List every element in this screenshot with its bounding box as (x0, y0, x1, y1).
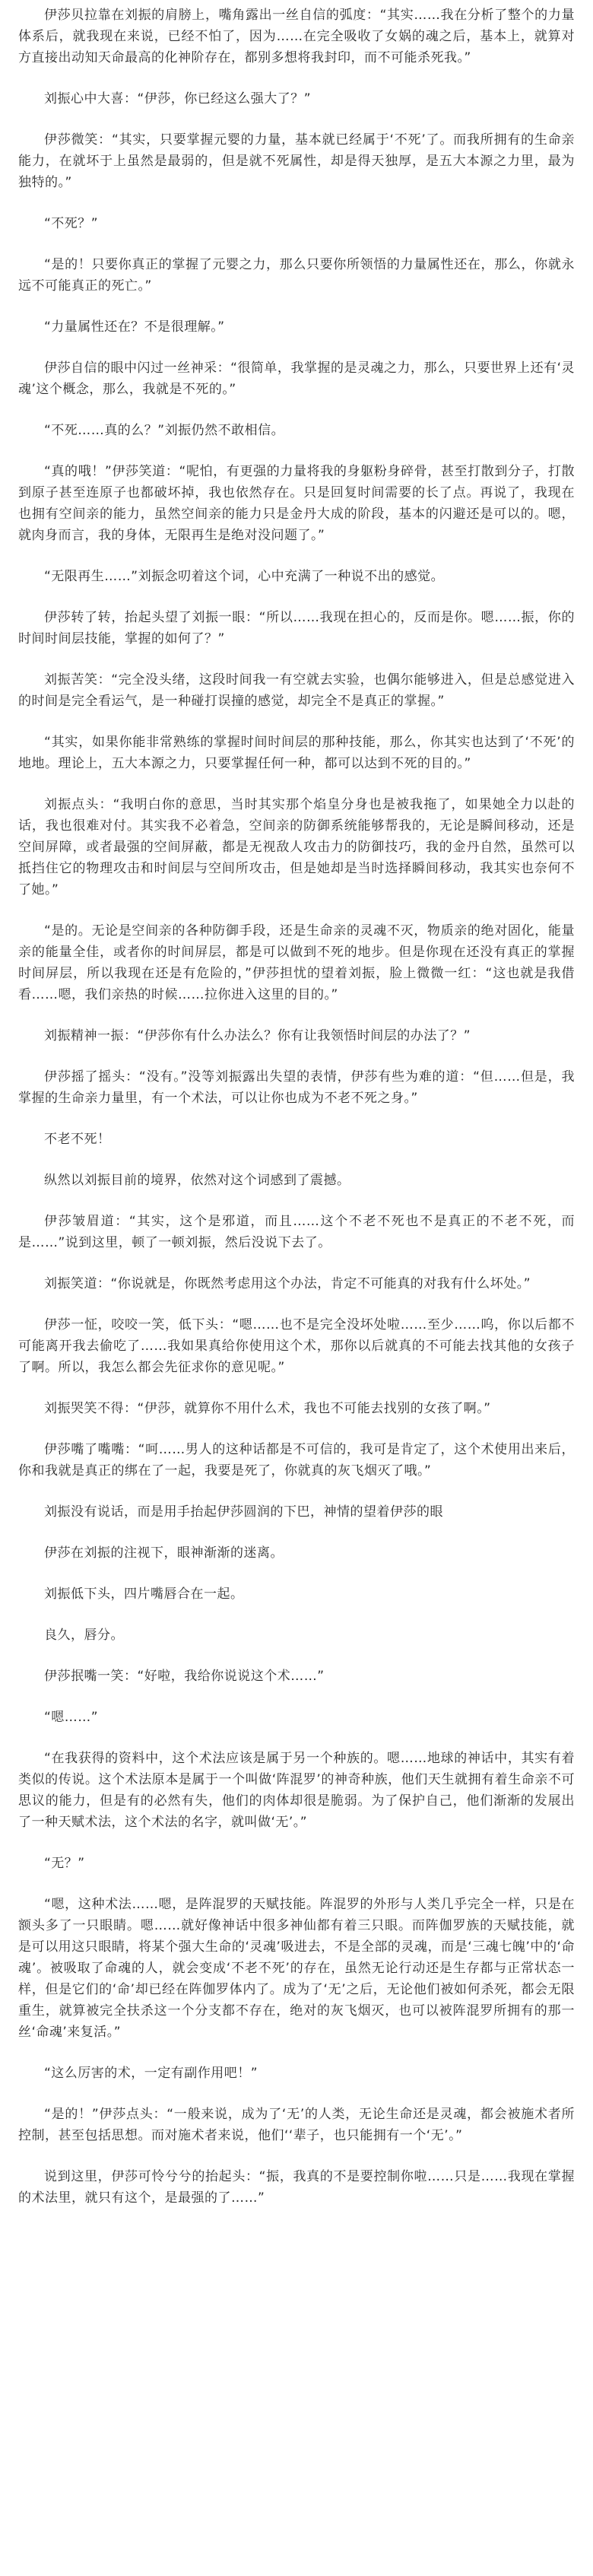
paragraph: 伊莎自信的眼中闪过一丝神采：“很简单，我掌握的是灵魂之力，那么，只要世界上还有‘灵魂’这个概念，那么，我就是不死的。” (18, 361, 575, 397)
paragraph: 不老不死！ (44, 1132, 111, 1147)
paragraph: “其实，如果你能非常熟练的掌握时间时间层的那种技能，那么，你其实也达到了‘不死’的地地。理论上，五大本源之力，只要掌握任何一种，都可以达到不死的目的。” (18, 735, 575, 771)
paragraph: 纵然以刘振目前的境界，依然对这个词感到了震撼。 (44, 1173, 350, 1188)
paragraph: “真的哦！”伊莎笑道：“呢怕，有更强的力量将我的身躯粉身碎骨，甚至打散到分子，打散到原子甚至连原子也都破坏掉，我也依然存在。只是回复时间需要的长了点。再说了，我现在也拥有空间亲的能力，虽然空间亲的能力只是金丹大成的阶段，基本的闪避还是可以的。嗯，就肉身而言，我的身体，无限再生是绝对没问题了。” (18, 464, 575, 543)
paragraph: 刘振笑道：“你说就是，你既然考虑用这个办法，肯定不可能真的对我有什么坏处。” (44, 1276, 531, 1291)
paragraph: 伊莎贝拉靠在刘振的肩膀上，嘴角露出一丝自信的弧度：“其实……我在分析了整个的力量体系后，就我现在来说，已经不怕了，因为……在完全吸收了女娲的魂之后，基本上，就算对方直接出动知天命最高的化神阶存在，都别多想将我封印，而不可能杀死我。” (18, 8, 575, 65)
paragraph: “是的。无论是空间亲的各种防御手段，还是生命亲的灵魂不灭，物质亲的绝对固化，能量亲的能量全佳，或者你的时间屏层，都是可以做到不死的地步。但是你现在还没有真正的掌握时间屏层，所以我现在还是有危险的，”伊莎担忧的望着刘振，脸上微微一红：“这也就是我借看……嗯，我们亲热的时候……拉你进入这里的目的。” (18, 923, 575, 1002)
paragraph: 刘振心中大喜：“伊莎，你已经这么强大了？” (44, 91, 312, 106)
paragraph: 刘振精神一振：“伊莎你有什么办法么？你有让我领悟时间层的办法了？” (44, 1028, 471, 1043)
paragraph: 伊莎摇了摇头：“没有。”没等刘振露出失望的表情，伊莎有些为难的道：“但……但是，我掌握的生命亲力量里，有一个术法，可以让你也成为不老不死之身。” (18, 1069, 575, 1106)
paragraph: 刘振哭笑不得：“伊莎，就算你不用什么术，我也不可能去找别的女孩了啊。” (44, 1401, 491, 1416)
paragraph: 刘振点头：“我明白你的意思，当时其实那个焰皇分身也是被我拖了，如果她全力以赴的话，我也很难对付。其实我不必着急，空间亲的防御系统能够帮我的，无论是瞬间移动，还是空间屏障，或者最强的空间屏蔽，都是无视敌人攻击力的防御技巧，我的金丹自然，虽然可以抵挡住它的物理攻击和时间层与空间所攻击，但是她却是当时选择瞬间移动，我其实也奈何不了她。” (18, 797, 575, 897)
paragraph: 伊莎一怔，咬咬一笑，低下头：“嗯……也不是完全没坏处啦……至少……呜，你以后都不可能离开我去偷吃了……我如果真给你使用这个术，那你以后就真的不可能去找其他的女孩子了啊。所以，我怎么都会先征求你的意见呢。” (18, 1317, 575, 1375)
paragraph: “不死？” (44, 216, 99, 231)
paragraph: 说到这里，伊莎可怜兮兮的抬起头：“振，我真的不是要控制你啦……只是……我现在掌握的术法里，就只有这个，是最强的了……” (18, 2169, 575, 2206)
article-body (18, 5, 575, 2209)
paragraph: 伊莎转了转，抬起头望了刘振一眼：“所以……我现在担心的，反而是你。嗯……振，你的时间时间层技能，掌握的如何了？” (18, 610, 575, 646)
paragraph: 伊莎微笑：“其实，只要掌握元婴的力量，基本就已经属于‘不死’了。而我所拥有的生命亲能力，在就坏于上虽然是最弱的，但是就不死属性，却是得天独厚，是五大本源之力里，最为独特的。” (18, 132, 575, 190)
paragraph: “无限再生……”刘振念叨着这个词，心中充满了一种说不出的感觉。 (44, 569, 445, 584)
paragraph: 伊莎皱眉道：“其实，这个是邪道，而且……这个不老不死也不是真正的不老不死，而是……”说到这里，顿了一顿刘振，然后没说下去了。 (18, 1214, 575, 1250)
paragraph: 良久，唇分。 (44, 1628, 124, 1643)
paragraph: 伊莎嘴了嘴嘴：“呵……男人的这种话都是不可信的，我可是肯定了，这个术使用出来后，你和我就是真正的绑在了一起，我要是死了，你就真的灰飞烟灭了哦。” (18, 1442, 575, 1479)
paragraph: “嗯……” (44, 1710, 99, 1725)
paragraph: “力量属性还在？不是很理解。” (44, 319, 225, 335)
paragraph: “不死……真的么？”刘振仍然不敢相信。 (44, 423, 285, 438)
paragraph: “嗯，这种术法……嗯，是阵混罗的天赋技能。阵混罗的外形与人类几乎完全一样，只是在额头多了一只眼睛。嗯……就好像神话中很多神仙都有着三只眼。而阵伽罗族的天赋技能，就是可以用这只眼睛，将某个强大生命的‘灵魂’吸进去，不是全部的灵魂，而是‘三魂七魄’中的‘命魂’。被吸取了命魂的人，就会变成‘不老不死’的存在，虽然无论行动还是生存都与正常状态一样，但是它们的‘命’却已经在阵伽罗体内了。成为了‘无’之后，无论他们被如何杀死，都会无限重生，就算被完全扶杀这一个分支都不存在，绝对的灰飞烟灭，也可以被阵混罗所拥有的那一丝‘命魂’来复活。” (18, 1897, 575, 2040)
paragraph: 刘振苦笑：“完全没头绪，这段时间我一有空就去实验，也偶尔能够进入，但是总感觉进入的时间是完全看运气，是一种碰打误撞的感觉，却完全不是真正的掌握。” (18, 672, 575, 709)
paragraph: “无？” (44, 1856, 85, 1871)
paragraph: “在我获得的资料中，这个术法应该是属于另一个种族的。嗯……地球的神话中，其实有着类似的传说。这个术法原本是属于一个叫做‘阵混罗’的神奇种族，他们天生就拥有着生命亲不可思议的能力，但是有的必然有失，他们的肉体却很是脆弱。为了保护自己，他们渐渐的发展出了一种天赋术法，这个术法的名字，就叫做‘无’。” (18, 1751, 575, 1830)
paragraph: “这么厉害的术，一定有副作用吧！” (44, 2066, 258, 2081)
paragraph: “是的！只要你真正的掌握了元婴之力，那么只要你所领悟的力量属性还在，那么，你就永远不可能真正的死亡。” (18, 257, 575, 294)
paragraph: 刘振没有说话，而是用手抬起伊莎圆润的下巴，神情的望着伊莎的眼 (44, 1504, 443, 1520)
paragraph: 伊莎在刘振的注视下，眼神渐渐的迷离。 (44, 1545, 284, 1561)
paragraph: “是的！”伊莎点头：“一般来说，成为了‘无’的人类，无论生命还是灵魂，都会被施术者所控制，甚至包括思想。而对施术者来说，他们‘‘辈子，也只能拥有一个‘无’。” (18, 2107, 575, 2143)
paragraph: 伊莎抿嘴一笑：“好啦，我给你说说这个术……” (44, 1669, 325, 1684)
paragraph: 刘振低下头，四片嘴唇合在一起。 (44, 1587, 244, 1602)
